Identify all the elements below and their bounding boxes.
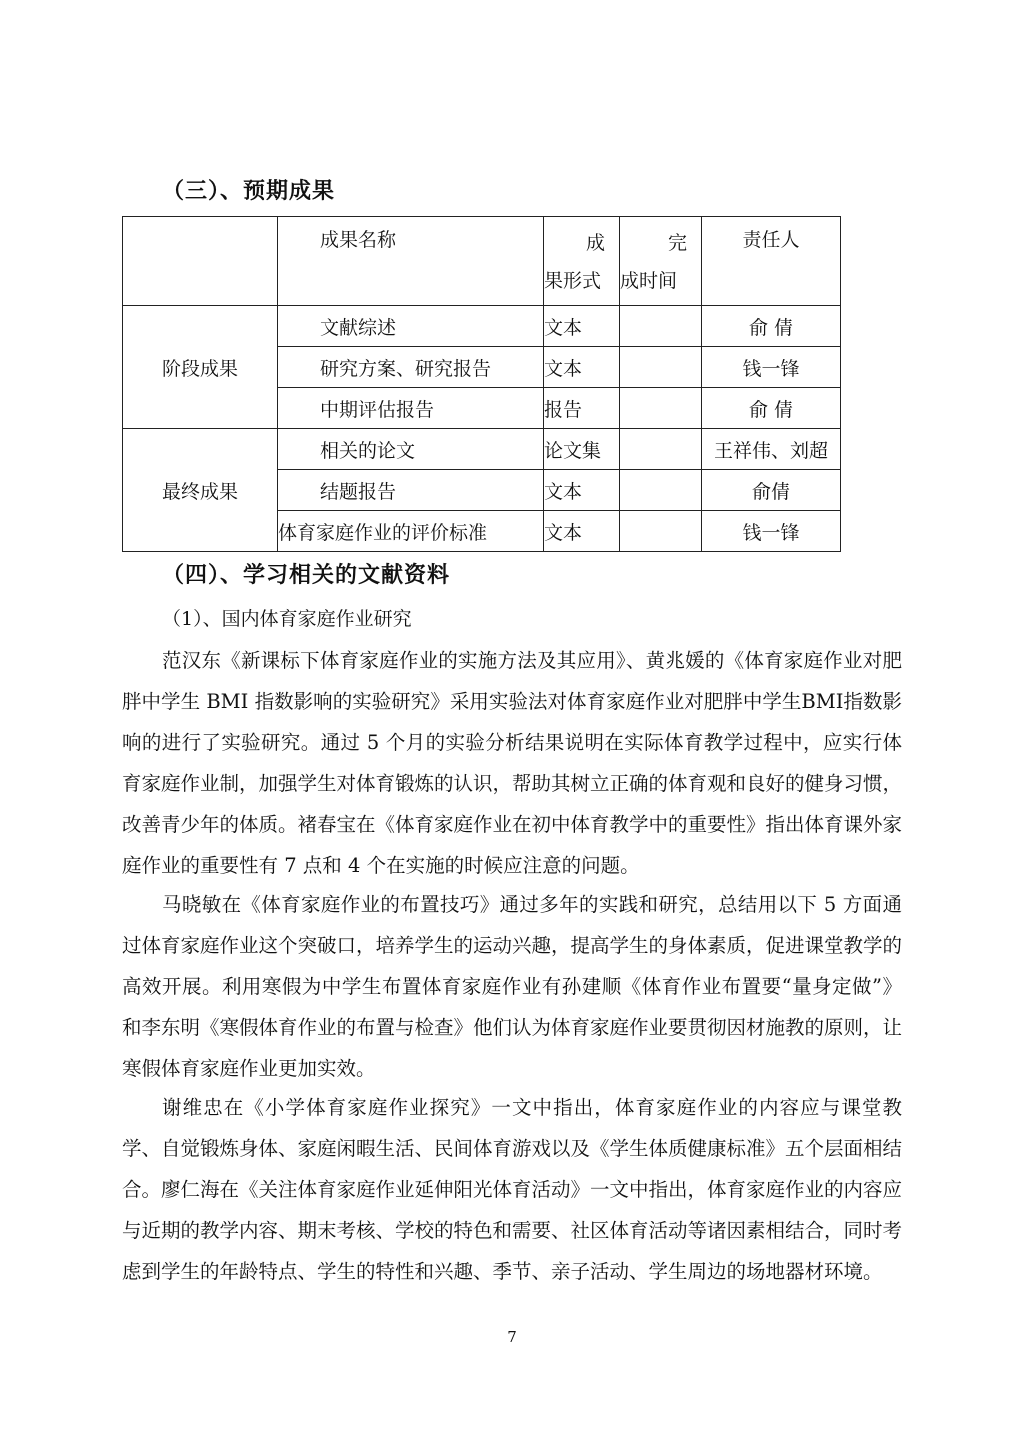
body-paragraph: 谢维忠在《小学体育家庭作业探究》一文中指出，体育家庭作业的内容应与课堂教学、自觉锻炼身体、家庭闲暇生活、民间体育游戏以及《学生体质健康标准》五个层面相结合。廖仁海在《关注体育家庭作业延伸阳光体育活动》一文中指出，体育家庭作业的内容应与近期的教学内容、期末考核、学校的特色和需要、社区体育活动等诸因素相结合，同时考虑到学生的年龄特点、学生的特性和兴趣、季节、亲子活动、学生周边的场地器材环境。 — [122, 1096, 903, 1283]
result-form-cell: 文本 — [544, 470, 620, 511]
responsible-cell: 王祥伟、刘超 — [702, 429, 841, 470]
table-header-row — [123, 217, 841, 306]
subheading-domestic-research: （1）、国内体育家庭作业研究 — [162, 608, 412, 630]
category-cell-stage: 阶段成果 — [123, 306, 278, 429]
header-completion-time-bottom: 成时间 — [620, 270, 678, 292]
responsible-cell: 钱一锋 — [702, 511, 841, 552]
result-name-cell: 结题报告 — [278, 470, 544, 511]
completion-time-cell — [620, 347, 702, 388]
result-name-cell: 中期评估报告 — [278, 388, 544, 429]
header-result-form-bottom: 果形式 — [544, 270, 602, 292]
table-row — [123, 429, 841, 470]
header-completion-time-top: 完 — [667, 232, 687, 254]
header-empty-cell — [123, 217, 278, 306]
responsible-cell: 钱一锋 — [702, 347, 841, 388]
responsible-cell: 俞 倩 — [702, 306, 841, 347]
result-form-cell: 文本 — [544, 347, 620, 388]
header-result-name: 成果名称 — [278, 217, 544, 306]
section-heading-literature: （四）、学习相关的文献资料 — [162, 563, 451, 588]
header-result-form — [544, 217, 620, 306]
section-heading-expected-results: （三）、预期成果 — [162, 179, 336, 204]
header-result-form-top: 成 — [585, 232, 605, 254]
page-number: 7 — [507, 1328, 517, 1346]
result-form-cell: 报告 — [544, 388, 620, 429]
result-name-cell: 文献综述 — [278, 306, 544, 347]
result-form-cell: 文本 — [544, 306, 620, 347]
body-paragraph: 范汉东《新课标下体育家庭作业的实施方法及其应用》、黄兆媛的《体育家庭作业对肥胖中学生 BMI 指数影响的实验研究》采用实验法对体育家庭作业对肥胖中学生BMI指数影响的进行了实验研究。通过 5 个月的实验分析结果说明在实际体育教学过程中，应实行体育家庭作业制，加强学生对体育锻炼的认识，帮助其树立正确的体育观和良好的健身习惯，改善青少年的体质。褚春宝在《体育家庭作业在初中体育教学中的重要性》指出体育课外家庭作业的重要性有 7 点和 4 个在实施的时候应注意的问题。 — [122, 649, 903, 877]
result-form-cell: 论文集 — [544, 429, 620, 470]
completion-time-cell — [620, 429, 702, 470]
header-completion-time — [620, 217, 702, 306]
body-paragraph: 马晓敏在《体育家庭作业的布置技巧》通过多年的实践和研究，总结用以下 5 方面通过体育家庭作业这个突破口，培养学生的运动兴趣，提高学生的身体素质，促进课堂教学的高效开展。利用寒假为中学生布置体育家庭作业有孙建顺《体育作业布置要“量身定做”》和李东明《寒假体育作业的布置与检查》他们认为体育家庭作业要贯彻因材施教的原则，让寒假体育家庭作业更加实效。 — [122, 893, 903, 1080]
completion-time-cell — [620, 388, 702, 429]
completion-time-cell — [620, 511, 702, 552]
header-responsible: 责任人 — [702, 217, 841, 306]
category-cell-final: 最终成果 — [123, 429, 278, 552]
table-row — [123, 306, 841, 347]
completion-time-cell — [620, 306, 702, 347]
responsible-cell: 俞倩 — [702, 470, 841, 511]
result-form-cell: 文本 — [544, 511, 620, 552]
expected-results-table — [122, 216, 841, 552]
result-name-cell: 研究方案、研究报告 — [278, 347, 544, 388]
responsible-cell: 俞 倩 — [702, 388, 841, 429]
result-name-cell: 相关的论文 — [278, 429, 544, 470]
completion-time-cell — [620, 470, 702, 511]
result-name-cell: 体育家庭作业的评价标准 — [278, 511, 544, 552]
